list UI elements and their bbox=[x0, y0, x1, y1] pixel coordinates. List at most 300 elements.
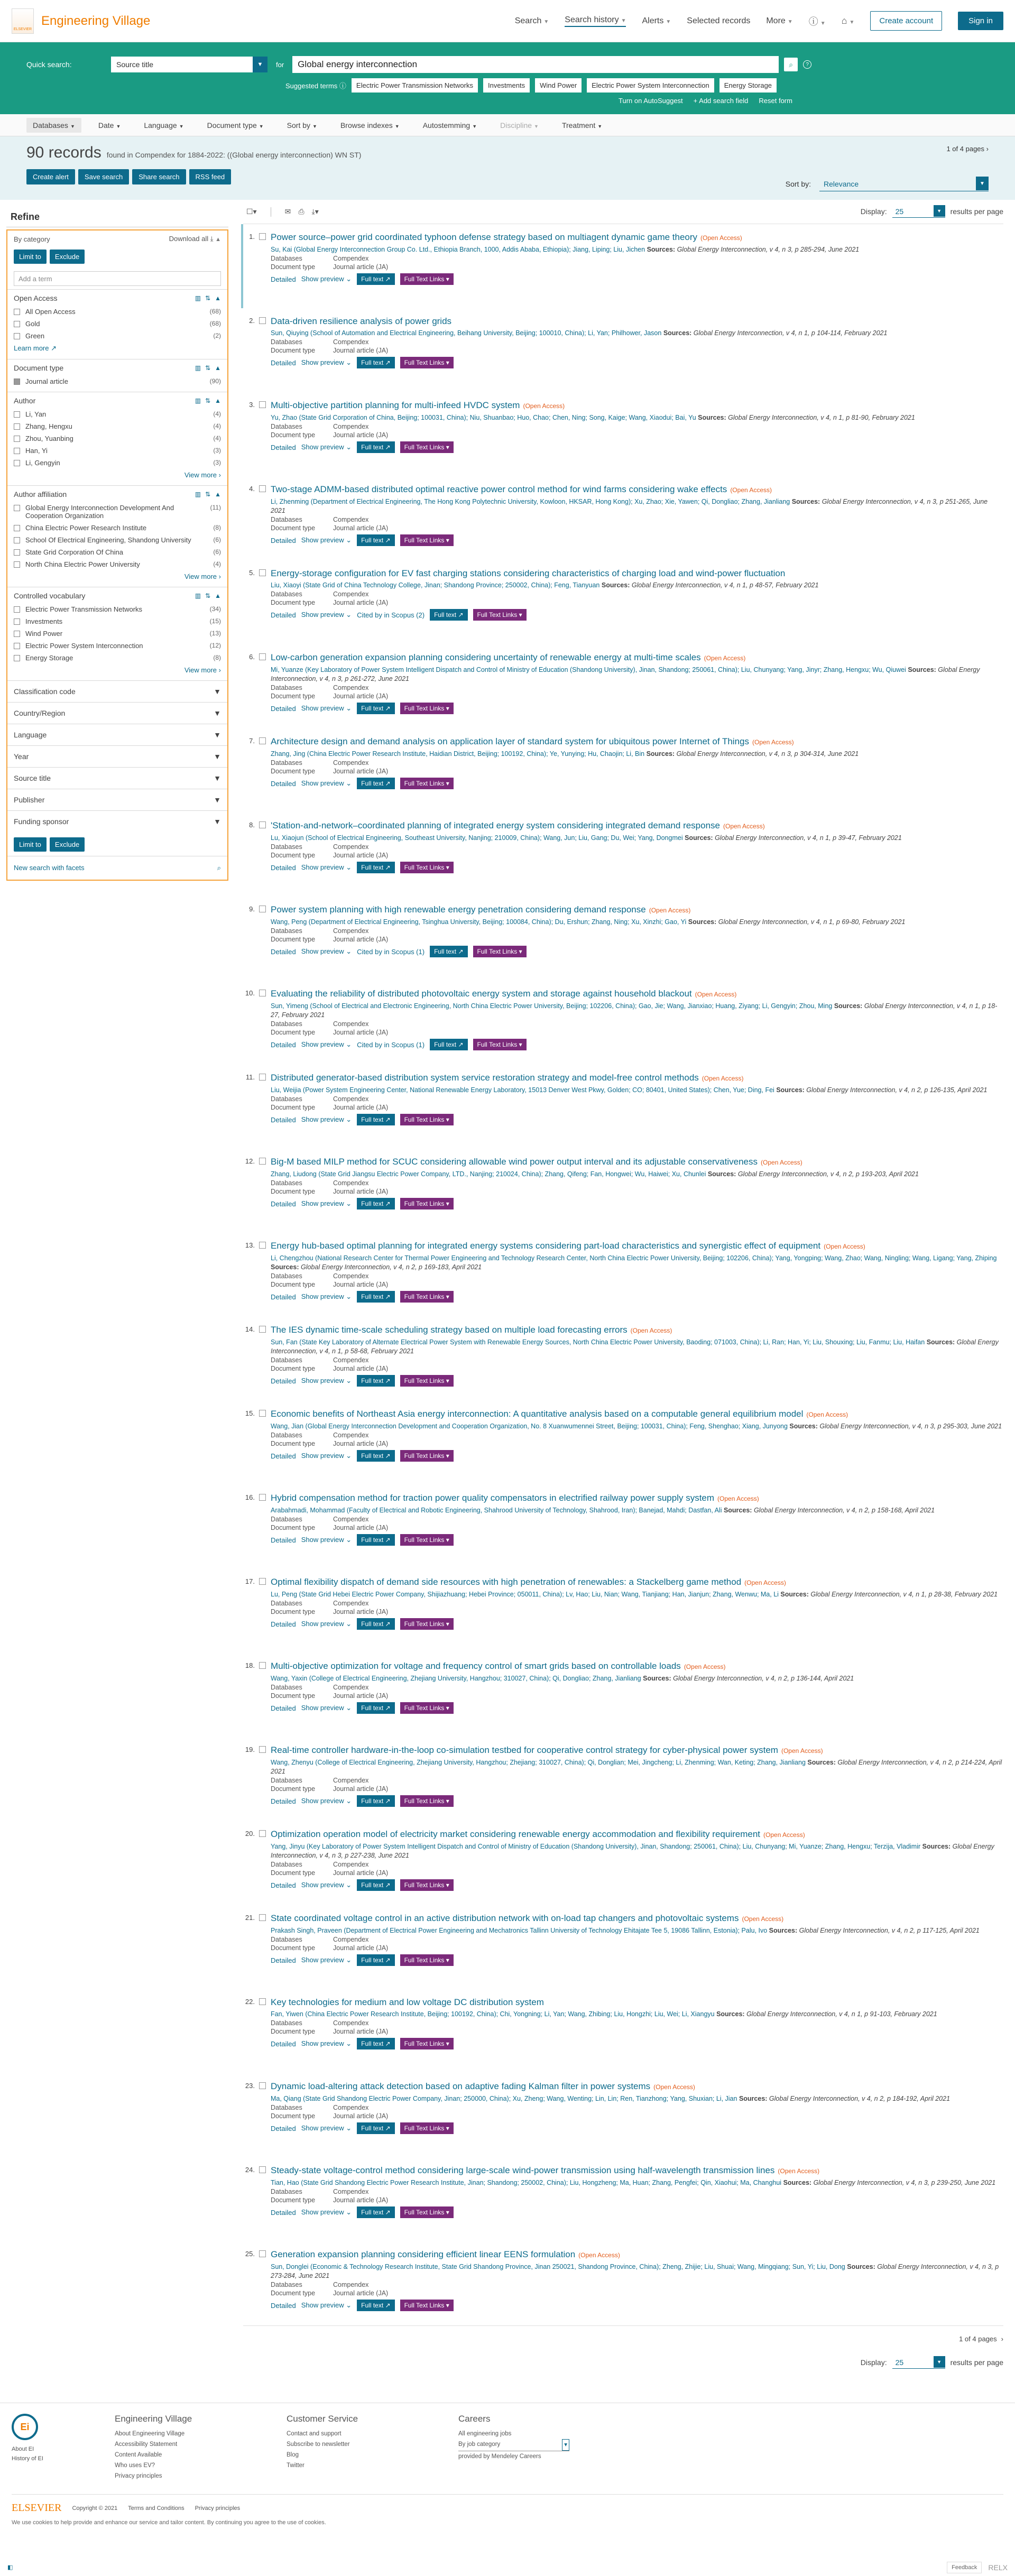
full-text-links-button[interactable] bbox=[473, 946, 527, 957]
result-title-link[interactable]: Key technologies for medium and low voltage DC distribution system bbox=[271, 1997, 544, 2007]
detailed-link[interactable]: Detailed bbox=[271, 1797, 296, 1805]
nav-alerts[interactable] bbox=[642, 16, 671, 26]
feedback-button[interactable]: Feedback bbox=[947, 2562, 982, 2573]
result-title-link[interactable]: 'Station-and-network–coordinated planning of integrated energy system considering integrated demand response bbox=[271, 820, 720, 830]
show-preview-link[interactable] bbox=[301, 2301, 352, 2310]
footer-link[interactable]: About Engineering Village bbox=[115, 2431, 185, 2437]
facet-item[interactable] bbox=[14, 420, 221, 432]
show-preview-link[interactable] bbox=[301, 358, 352, 367]
full-text-button[interactable] bbox=[357, 1618, 394, 1630]
terms-link[interactable]: Terms and Conditions bbox=[128, 2505, 184, 2512]
facet-funding-sponsor[interactable] bbox=[7, 810, 227, 832]
filter-language[interactable] bbox=[137, 118, 190, 133]
result-authors[interactable]: Tian, Hao (State Grid Shandong Electric Power Research Institute, Jinan; Shandong; 250002, China); Liu, Hongzheng; Ma, Huan; Zhang, Pengfei; Qin, Xiaohui; Ma, Changhui bbox=[271, 2179, 782, 2186]
limit-to-button[interactable]: Limit to bbox=[14, 250, 47, 264]
detailed-link[interactable]: Detailed bbox=[271, 358, 296, 367]
result-title-link[interactable]: Power system planning with high renewable energy penetration considering demand response bbox=[271, 904, 646, 915]
show-preview-link[interactable] bbox=[301, 1377, 352, 1385]
detailed-link[interactable]: Detailed bbox=[271, 1377, 296, 1385]
full-text-links-button[interactable] bbox=[400, 778, 454, 789]
detailed-link[interactable]: Detailed bbox=[271, 1536, 296, 1544]
add-search-field-link[interactable]: + Add search field bbox=[693, 97, 749, 105]
checkbox[interactable] bbox=[14, 423, 20, 430]
detailed-link[interactable]: Detailed bbox=[271, 2301, 296, 2310]
result-authors[interactable]: Yu, Zhao (State Grid Corporation of China, Beijing; 100031, China); Niu, Shuanbao; Huo, Chao; Chen, Ning; Song, Kaige; Wang, Xiaodui; Bai, Yu bbox=[271, 414, 696, 421]
chevron-up-icon[interactable]: ▲ bbox=[215, 397, 221, 404]
filter-document-type[interactable] bbox=[201, 118, 270, 133]
detailed-link[interactable]: Detailed bbox=[271, 2208, 296, 2217]
result-authors[interactable]: Liu, Xiaoyi (State Grid of China Technology College, Jinan; Shandong Province; 250002, China); Feng, Tianyuan bbox=[271, 581, 600, 589]
show-preview-link[interactable] bbox=[301, 536, 352, 544]
full-text-links-button[interactable] bbox=[400, 1114, 454, 1125]
suggested-term[interactable]: Wind Power bbox=[535, 78, 582, 93]
question-circle-icon[interactable]: ⓘ ▼ bbox=[808, 16, 826, 27]
detailed-link[interactable]: Detailed bbox=[271, 443, 296, 451]
full-text-button[interactable] bbox=[357, 1795, 394, 1807]
facet-item[interactable] bbox=[14, 318, 221, 330]
search-input[interactable]: Global energy interconnection bbox=[292, 56, 779, 73]
result-authors[interactable]: Lu, Peng (State Grid Hebei Electric Power Company, Shijiazhuang; Hebei Province; 050011, China); Lv, Hao; Liu, Nian; Wang, Tianjiang; Han, Jianjun; Zhang, Wenwu; Ma, Li bbox=[271, 1591, 779, 1598]
help-icon[interactable]: ? bbox=[803, 60, 811, 69]
footer-link[interactable]: Twitter bbox=[287, 2462, 304, 2469]
facet-item[interactable] bbox=[14, 652, 221, 664]
full-text-button[interactable] bbox=[357, 1879, 394, 1891]
facet-item[interactable] bbox=[14, 615, 221, 627]
add-term-input[interactable]: Add a term bbox=[14, 271, 221, 286]
view-more-link[interactable] bbox=[14, 664, 221, 676]
full-text-links-button[interactable] bbox=[400, 357, 454, 368]
full-text-links-button[interactable] bbox=[400, 2122, 454, 2134]
view-more-link[interactable] bbox=[14, 469, 221, 481]
suggested-term[interactable]: Electric Power System Interconnection bbox=[587, 78, 714, 93]
checkbox[interactable] bbox=[14, 436, 20, 442]
result-authors[interactable]: Sun, Donglei (Economic & Technology Research Institute, State Grid Shandong Province, Jinan 250021, Shandong Province, China); Zheng, Zhijie; Liu, Shuai; Wang, Mingqiang; Sun, Yi; Liu, Dong bbox=[271, 2263, 845, 2270]
nav-selected-records[interactable]: Selected records bbox=[687, 16, 751, 25]
show-preview-link[interactable] bbox=[301, 1199, 352, 1208]
result-authors[interactable]: Fan, Yiwen (China Electric Power Research Institute, Beijing; 100192, China); Chi, Yongning; Li, Yan; Wang, Zhibing; Liu, Hongzhi; Liu, Wei; Li, Xiangyu bbox=[271, 2010, 715, 2018]
full-text-button[interactable] bbox=[357, 1534, 394, 1546]
result-authors[interactable]: Sun, Fan (State Key Laboratory of Alternate Electrical Power System with Renewable Energy Sources, North China Electric Power University, Baoding; 071003, China); Li, Ran; Han, Yi; Liu, Shouxing; Liu, Fanmu; Liu, Haifan bbox=[271, 1338, 925, 1346]
result-authors[interactable]: Zhang, Jing (China Electric Power Research Institute, Haidian District, Beijing; 100192, China); Ye, Yunying; Hu, Chaojin; Li, Bin bbox=[271, 750, 645, 758]
full-text-button[interactable] bbox=[357, 703, 394, 714]
full-text-button[interactable] bbox=[357, 273, 394, 285]
full-text-links-button[interactable] bbox=[400, 2038, 454, 2049]
sort-icon[interactable]: ⇅ bbox=[205, 397, 211, 404]
facet-item[interactable] bbox=[14, 445, 221, 457]
full-text-links-button[interactable] bbox=[473, 609, 527, 621]
result-checkbox[interactable] bbox=[259, 1074, 266, 1081]
download-icon[interactable]: ⤓▾ bbox=[311, 207, 319, 216]
create-alert-button[interactable]: Create alert bbox=[26, 169, 75, 184]
result-checkbox[interactable] bbox=[259, 569, 266, 576]
full-text-button[interactable] bbox=[357, 1198, 394, 1209]
result-title-link[interactable]: Multi-objective partition planning for multi-infeed HVDC system bbox=[271, 400, 520, 410]
facet-item[interactable] bbox=[14, 603, 221, 615]
result-checkbox[interactable] bbox=[259, 1998, 266, 2005]
full-text-button[interactable] bbox=[357, 1450, 394, 1462]
reset-form-link[interactable]: Reset form bbox=[759, 97, 792, 105]
full-text-links-button[interactable] bbox=[400, 273, 454, 285]
result-checkbox[interactable] bbox=[259, 1326, 266, 1333]
cited-by-scopus-link[interactable]: Cited by in Scopus (1) bbox=[357, 947, 425, 956]
search-field-select[interactable] bbox=[111, 57, 267, 72]
show-preview-link[interactable] bbox=[301, 779, 352, 788]
facet-item[interactable] bbox=[14, 558, 221, 570]
result-checkbox[interactable] bbox=[259, 1158, 266, 1165]
facet-item[interactable] bbox=[14, 375, 221, 387]
checkbox[interactable] bbox=[14, 321, 20, 327]
sort-icon[interactable]: ⇅ bbox=[205, 364, 211, 372]
result-title-link[interactable]: Big-M based MILP method for SCUC considering allowable wind power output interval and its adjustable conservativeness bbox=[271, 1157, 758, 1167]
full-text-links-button[interactable] bbox=[400, 1375, 454, 1387]
show-preview-link[interactable] bbox=[301, 1797, 352, 1805]
filter-browse-indexes[interactable] bbox=[334, 118, 406, 133]
footer-link[interactable]: All engineering jobs bbox=[458, 2431, 512, 2437]
sign-in-button[interactable]: Sign in bbox=[958, 12, 1003, 30]
facet-year[interactable] bbox=[7, 745, 227, 767]
detailed-link[interactable]: Detailed bbox=[271, 947, 296, 956]
result-title-link[interactable]: Energy hub-based optimal planning for integrated energy systems considering part-load characteristics and synergistic effect of equipment bbox=[271, 1241, 821, 1251]
result-title-link[interactable]: Optimal flexibility dispatch of demand side resources with high penetration of renewables: a Stackelberg game method bbox=[271, 1577, 742, 1587]
select-all-checkbox[interactable]: ☐▾ bbox=[246, 207, 257, 216]
full-text-button[interactable] bbox=[357, 534, 394, 546]
footer-link[interactable]: Content Available bbox=[115, 2452, 162, 2458]
filter-sort-by[interactable] bbox=[281, 118, 324, 133]
full-text-links-button[interactable] bbox=[400, 2206, 454, 2218]
show-preview-link[interactable] bbox=[301, 1881, 352, 1889]
full-text-links-button[interactable] bbox=[400, 534, 454, 546]
facet-item[interactable] bbox=[14, 534, 221, 546]
detailed-link[interactable]: Detailed bbox=[271, 1115, 296, 1124]
result-title-link[interactable]: Economic benefits of Northeast Asia energy interconnection: A quantitative analysis based on a computable general equilibrium model bbox=[271, 1409, 804, 1419]
result-checkbox[interactable] bbox=[259, 1746, 266, 1753]
checkbox[interactable] bbox=[14, 460, 20, 466]
bar-chart-icon[interactable]: ▥ bbox=[195, 397, 201, 404]
by-category-label[interactable]: By category bbox=[14, 235, 50, 243]
checkbox[interactable] bbox=[14, 549, 20, 556]
result-title-link[interactable]: Multi-objective optimization for voltage and frequency control of smart grids based on controllable loads bbox=[271, 1661, 681, 1671]
full-text-button[interactable] bbox=[357, 1375, 394, 1387]
show-preview-link[interactable] bbox=[301, 704, 352, 713]
full-text-links-button[interactable] bbox=[473, 1039, 527, 1050]
show-preview-link[interactable] bbox=[301, 2039, 352, 2048]
result-title-link[interactable]: Distributed generator-based distribution system service restoration strategy and model-free control methods bbox=[271, 1073, 699, 1083]
logo[interactable] bbox=[12, 8, 150, 34]
checkbox[interactable] bbox=[14, 655, 20, 661]
bar-chart-icon[interactable]: ▥ bbox=[195, 294, 201, 302]
full-text-links-button[interactable] bbox=[400, 1291, 454, 1303]
facet-item[interactable] bbox=[14, 432, 221, 445]
filter-autostemming[interactable] bbox=[417, 118, 483, 133]
full-text-links-button[interactable] bbox=[400, 1879, 454, 1891]
full-text-button[interactable] bbox=[430, 609, 467, 621]
print-icon[interactable]: ⎙ bbox=[298, 207, 304, 216]
create-account-button[interactable]: Create account bbox=[870, 11, 942, 31]
search-icon[interactable]: ⌕ bbox=[784, 58, 798, 71]
result-checkbox[interactable] bbox=[259, 2250, 266, 2257]
checkbox[interactable] bbox=[14, 561, 20, 568]
show-preview-link[interactable] bbox=[301, 1040, 352, 1049]
checkbox[interactable] bbox=[14, 505, 20, 511]
detailed-link[interactable]: Detailed bbox=[271, 2124, 296, 2132]
show-preview-link[interactable] bbox=[301, 611, 352, 619]
full-text-button[interactable] bbox=[357, 357, 394, 368]
filter-date[interactable] bbox=[92, 118, 127, 133]
full-text-links-button[interactable] bbox=[400, 1618, 454, 1630]
result-checkbox[interactable] bbox=[259, 653, 266, 660]
facet-classification-code[interactable] bbox=[7, 680, 227, 702]
result-authors[interactable]: Ma, Qiang (State Grid Shandong Electric Power Company, Jinan; 250000, China); Xu, Zheng; Wang, Wenting; Lin, Lin; Ren, Tianzhong; Yang, Shuxian; Li, Jian bbox=[271, 2095, 737, 2102]
nav-more[interactable] bbox=[766, 16, 792, 26]
result-authors[interactable]: Wang, Peng (Department of Electrical Engineering, Tsinghua University, Beijing; 100084, China); Du, Ershun; Zhang, Ning; Xu, Xinzhi; Gao, Yi bbox=[271, 918, 687, 926]
result-authors[interactable]: Arabahmadi, Mohammad (Faculty of Electrical and Robotic Engineering, Shahrood University of Technology, Shahrood, Iran); Banejad, Mahdi; Dastfan, Ali bbox=[271, 1507, 722, 1514]
detailed-link[interactable]: Detailed bbox=[271, 2039, 296, 2048]
chevron-right-icon[interactable]: › bbox=[1001, 2335, 1003, 2343]
result-checkbox[interactable] bbox=[259, 485, 266, 492]
bar-chart-icon[interactable]: ▥ bbox=[195, 491, 201, 498]
detailed-link[interactable]: Detailed bbox=[271, 1292, 296, 1301]
result-title-link[interactable]: The IES dynamic time-scale scheduling strategy based on multiple load forecasting errors bbox=[271, 1325, 628, 1335]
full-text-button[interactable] bbox=[357, 778, 394, 789]
results-per-page-select[interactable] bbox=[892, 205, 945, 218]
result-checkbox[interactable] bbox=[259, 401, 266, 408]
exclude-button[interactable]: Exclude bbox=[50, 250, 85, 264]
result-title-link[interactable]: Optimization operation model of electricity market considering renewable energy accommodation and flexibility requirement bbox=[271, 1829, 761, 1839]
footer-link[interactable]: About EI bbox=[12, 2446, 34, 2452]
detailed-link[interactable]: Detailed bbox=[271, 275, 296, 283]
checkbox[interactable] bbox=[14, 525, 20, 531]
footer-link[interactable]: Accessibility Statement bbox=[115, 2441, 178, 2448]
filter-databases[interactable] bbox=[26, 118, 81, 133]
result-title-link[interactable]: Steady-state voltage-control method considering large-scale wind-power transmission using half-wavelength transmission lines bbox=[271, 2165, 775, 2175]
footer-link[interactable]: Blog bbox=[287, 2452, 299, 2458]
exclude-button-bottom[interactable]: Exclude bbox=[50, 837, 85, 852]
facet-country-region[interactable] bbox=[7, 702, 227, 724]
save-search-button[interactable]: Save search bbox=[78, 169, 129, 184]
result-checkbox[interactable] bbox=[259, 1410, 266, 1417]
checkbox[interactable] bbox=[14, 643, 20, 649]
share-search-button[interactable]: Share search bbox=[132, 169, 186, 184]
full-text-links-button[interactable] bbox=[400, 1954, 454, 1966]
info-icon[interactable]: ⓘ bbox=[339, 82, 346, 90]
result-authors[interactable]: Lu, Xiaojun (School of Electrical Engineering, Southeast University, Nanjing; 210009, China); Wang, Jun; Liu, Gang; Du, Wei; Yang, Dongmei bbox=[271, 834, 683, 842]
autosuggest-toggle[interactable]: Turn on AutoSuggest bbox=[619, 97, 683, 105]
result-authors[interactable]: Mi, Yuanze (Key Laboratory of Power System Intelligent Dispatch and Control of Ministry of Education (Shandong University), Jinan, Shandong; 250061, China); Liu, Chunyang; Yang, Jinyr; Zhang, Hengxu; Wu, Qiuwei bbox=[271, 666, 906, 673]
show-preview-link[interactable] bbox=[301, 1704, 352, 1712]
full-text-button[interactable] bbox=[357, 1291, 394, 1303]
full-text-links-button[interactable] bbox=[400, 2300, 454, 2311]
result-checkbox[interactable] bbox=[259, 317, 266, 324]
show-preview-link[interactable] bbox=[301, 275, 352, 283]
result-checkbox[interactable] bbox=[259, 1242, 266, 1249]
full-text-button[interactable] bbox=[357, 2300, 394, 2311]
chevron-up-icon[interactable]: ▲ bbox=[215, 364, 221, 372]
result-checkbox[interactable] bbox=[259, 990, 266, 996]
result-checkbox[interactable] bbox=[259, 737, 266, 744]
checkbox[interactable] bbox=[14, 378, 20, 385]
detailed-link[interactable]: Detailed bbox=[271, 1040, 296, 1049]
checkbox[interactable] bbox=[14, 606, 20, 613]
suggested-term[interactable]: Investments bbox=[483, 78, 530, 93]
show-preview-link[interactable] bbox=[301, 1292, 352, 1301]
facet-item[interactable] bbox=[14, 546, 221, 558]
bar-chart-icon[interactable]: ▥ bbox=[195, 364, 201, 372]
result-authors[interactable]: Wang, Jian (Global Energy Interconnection Development and Cooperation Organization, No. 8 Xuanwumennei Street, Beijing; 100031, China); Feng, Shenghao; Xiang, Junyong bbox=[271, 1423, 788, 1430]
show-preview-link[interactable] bbox=[301, 443, 352, 451]
rss-feed-button[interactable]: RSS feed bbox=[189, 169, 232, 184]
result-title-link[interactable]: Dynamic load-altering attack detection based on adaptive fading Kalman filter in power systems bbox=[271, 2081, 651, 2091]
result-checkbox[interactable] bbox=[259, 2082, 266, 2089]
result-checkbox[interactable] bbox=[259, 1830, 266, 1837]
full-text-button[interactable] bbox=[357, 441, 394, 453]
detailed-link[interactable]: Detailed bbox=[271, 863, 296, 872]
result-checkbox[interactable] bbox=[259, 1578, 266, 1585]
facet-item[interactable] bbox=[14, 627, 221, 640]
full-text-button[interactable] bbox=[430, 946, 467, 957]
result-authors[interactable]: Prakash Singh, Praveen (Department of Electrical Power Engineering and Mechatronics Tallinn University of Technology Ehitajate Tee 5, 19086 Tallinn, Estonia); Palu, Ivo bbox=[271, 1927, 768, 1934]
result-authors[interactable]: Liu, Weijia (Power System Engineering Center, National Renewable Energy Laboratory, 15013 Denver West Pkwy, Golden; CO; 80401, United States); Chen, Yue; Ding, Fei bbox=[271, 1086, 774, 1094]
bar-chart-icon[interactable]: ▥ bbox=[195, 592, 201, 599]
result-authors[interactable]: Su, Kai (Global Energy Interconnection Group Co. Ltd., Ethiopia Branch, 1000, Addis Ababa, Ethiopia); Jiang, Liping; Liu, Jichen bbox=[271, 246, 645, 253]
result-title-link[interactable]: Power source–power grid coordinated typhoon defense strategy based on multiagent dynamic game theory bbox=[271, 232, 698, 242]
checkbox[interactable] bbox=[14, 333, 20, 339]
full-text-links-button[interactable] bbox=[400, 1198, 454, 1209]
checkbox[interactable] bbox=[14, 411, 20, 418]
full-text-links-button[interactable] bbox=[400, 862, 454, 873]
cited-by-scopus-link[interactable]: Cited by in Scopus (2) bbox=[357, 611, 425, 619]
institution-icon[interactable]: ⌂ ▼ bbox=[841, 15, 855, 26]
full-text-links-button[interactable] bbox=[400, 1534, 454, 1546]
detailed-link[interactable]: Detailed bbox=[271, 1704, 296, 1712]
sort-icon[interactable]: ⇅ bbox=[205, 592, 211, 599]
result-checkbox[interactable] bbox=[259, 1914, 266, 1921]
result-title-link[interactable]: Architecture design and demand analysis on application layer of standard system for ubiquitous power Internet of Things bbox=[271, 736, 749, 746]
detailed-link[interactable]: Detailed bbox=[271, 1620, 296, 1628]
view-more-link[interactable] bbox=[14, 570, 221, 583]
result-title-link[interactable]: Hybrid compensation method for traction power quality compensators in electrified railway power supply system bbox=[271, 1493, 715, 1503]
detailed-link[interactable]: Detailed bbox=[271, 779, 296, 788]
show-preview-link[interactable] bbox=[301, 1115, 352, 1124]
full-text-button[interactable] bbox=[357, 1954, 394, 1966]
chevron-up-icon[interactable]: ▲ bbox=[215, 592, 221, 599]
sort-select[interactable] bbox=[819, 177, 989, 191]
full-text-links-button[interactable] bbox=[400, 441, 454, 453]
result-checkbox[interactable] bbox=[259, 906, 266, 912]
email-icon[interactable]: ✉ bbox=[284, 207, 291, 216]
result-title-link[interactable]: State coordinated voltage control in an active distribution network with on-load tap changers and photovoltaic systems bbox=[271, 1913, 739, 1923]
show-preview-link[interactable] bbox=[301, 947, 352, 956]
facet-language[interactable] bbox=[7, 724, 227, 745]
footer-link[interactable]: Who uses EV? bbox=[115, 2462, 155, 2469]
full-text-links-button[interactable] bbox=[400, 703, 454, 714]
result-authors[interactable]: Li, Chengzhou (National Research Center for Thermal Power Engineering and Technology Research Center, North China Electric Power University, Beijing; 102206, China); Yang, Yongping; Wang, Zhao; Wang, Ningling; Wang, Ligang; Yang, Zhiping bbox=[271, 1254, 997, 1262]
result-checkbox[interactable] bbox=[259, 233, 266, 240]
full-text-button[interactable] bbox=[357, 862, 394, 873]
result-authors[interactable]: Sun, Qiuying (School of Automation and Electrical Engineering, Beihang University, Beijing; 100010, China); Li, Yan; Philhower, Jason bbox=[271, 329, 662, 337]
full-text-button[interactable] bbox=[357, 1114, 394, 1125]
result-title-link[interactable]: Generation expansion planning considering efficient linear EENS formulation bbox=[271, 2249, 576, 2259]
result-title-link[interactable]: Two-stage ADMM-based distributed optimal reactive power control method for wind farms considering wake effects bbox=[271, 484, 727, 494]
facet-item[interactable] bbox=[14, 522, 221, 534]
results-per-page-select-bottom[interactable] bbox=[892, 2356, 945, 2369]
full-text-button[interactable] bbox=[357, 2206, 394, 2218]
filter-treatment[interactable] bbox=[556, 118, 608, 133]
full-text-links-button[interactable] bbox=[400, 1795, 454, 1807]
detailed-link[interactable]: Detailed bbox=[271, 536, 296, 544]
nav-search-history[interactable] bbox=[565, 15, 626, 27]
chevron-up-icon[interactable]: ▲ bbox=[215, 294, 221, 302]
facet-item[interactable] bbox=[14, 502, 221, 522]
suggested-term[interactable]: Energy Storage bbox=[719, 78, 777, 93]
checkbox[interactable] bbox=[14, 631, 20, 637]
full-text-button[interactable] bbox=[430, 1039, 467, 1050]
footer-link[interactable]: Subscribe to newsletter bbox=[287, 2441, 350, 2448]
show-preview-link[interactable] bbox=[301, 863, 352, 872]
full-text-button[interactable] bbox=[357, 1702, 394, 1714]
footer-link[interactable]: History of EI bbox=[12, 2455, 43, 2462]
result-authors[interactable]: Sun, Yimeng (School of Electrical and Electronic Engineering, North China Electric Power University, Beijing; 102206, China); Gao, Jie; Wang, Jianxiao; Huang, Ziyang; Li, Gengyin; Zhou, Ming bbox=[271, 1002, 833, 1010]
checkbox[interactable] bbox=[14, 309, 20, 315]
result-authors[interactable]: Wang, Yaxin (College of Electrical Engineering, Zhejiang University, Hangzhou; 310027, China); Qi, Dongliao; Zhang, Jianliang bbox=[271, 1675, 641, 1682]
result-title-link[interactable]: Real-time controller hardware-in-the-loop co-simulation testbed for cooperative control strategy for cyber-physical power system bbox=[271, 1745, 778, 1755]
show-preview-link[interactable] bbox=[301, 1452, 352, 1460]
cited-by-scopus-link[interactable]: Cited by in Scopus (1) bbox=[357, 1040, 425, 1049]
chevron-up-icon[interactable]: ▲ bbox=[215, 491, 221, 498]
result-authors[interactable]: Yang, Jinyu (Key Laboratory of Power System Intelligent Dispatch and Control of Ministry of Education (Shandong University), Jinan, Shandong; 250061, China); Liu, Chunyang; Mi, Yuanze; Zhang, Hengxu; Terzija, Vladimir bbox=[271, 1843, 921, 1850]
facet-source-title[interactable] bbox=[7, 767, 227, 789]
privacy-link[interactable]: Privacy principles bbox=[195, 2505, 241, 2512]
result-authors[interactable]: Wang, Zhenyu (College of Electrical Engineering, Zhejiang University, Hangzhou; Zhejiang; 310027, China); Qi, Donglian; Mei, Jingcheng; Li, Zhenming; Wan, Keting; Zhang, Jianliang bbox=[271, 1759, 806, 1766]
checkbox[interactable] bbox=[14, 448, 20, 454]
result-checkbox[interactable] bbox=[259, 1662, 266, 1669]
result-checkbox[interactable] bbox=[259, 2166, 266, 2173]
learn-more-link[interactable] bbox=[14, 342, 221, 355]
elsevier-logo[interactable]: ELSEVIER bbox=[12, 2502, 62, 2514]
result-title-link[interactable]: Evaluating the reliability of distributed photovoltaic energy system and storage against household blackout bbox=[271, 989, 692, 999]
result-checkbox[interactable] bbox=[259, 821, 266, 828]
checkbox[interactable] bbox=[14, 618, 20, 625]
nav-search[interactable] bbox=[515, 16, 549, 26]
facet-publisher[interactable] bbox=[7, 789, 227, 810]
sort-icon[interactable]: ⇅ bbox=[205, 294, 211, 302]
full-text-button[interactable] bbox=[357, 2038, 394, 2049]
show-preview-link[interactable] bbox=[301, 2124, 352, 2132]
show-preview-link[interactable] bbox=[301, 1620, 352, 1628]
sort-icon[interactable]: ⇅ bbox=[205, 491, 211, 498]
detailed-link[interactable]: Detailed bbox=[271, 1956, 296, 1964]
job-category-select[interactable] bbox=[458, 2439, 569, 2451]
result-title-link[interactable]: Low-carbon generation expansion planning considering uncertainty of renewable energy at multi-time scales bbox=[271, 652, 701, 662]
detailed-link[interactable]: Detailed bbox=[271, 1452, 296, 1460]
result-title-link[interactable]: Data-driven resilience analysis of power grids bbox=[271, 316, 452, 326]
full-text-button[interactable] bbox=[357, 2122, 394, 2134]
detailed-link[interactable]: Detailed bbox=[271, 704, 296, 713]
detailed-link[interactable]: Detailed bbox=[271, 1881, 296, 1889]
new-search-with-facets[interactable] bbox=[7, 856, 227, 880]
result-authors[interactable]: Li, Zhenming (Department of Electrical Engineering, The Hong Kong Polytechnic University, Kowloon, HKSAR, Hong Kong); Xu, Zhao; Xie, Yawen; Qi, Dongliao; Zhang, Jianliang bbox=[271, 498, 790, 505]
footer-link[interactable]: Contact and support bbox=[287, 2431, 342, 2437]
facet-item[interactable] bbox=[14, 330, 221, 342]
footer-link[interactable]: Privacy principles bbox=[115, 2473, 162, 2479]
download-all[interactable] bbox=[169, 235, 221, 243]
show-preview-link[interactable] bbox=[301, 1536, 352, 1544]
full-text-links-button[interactable] bbox=[400, 1450, 454, 1462]
facet-item[interactable] bbox=[14, 640, 221, 652]
limit-to-button-bottom[interactable]: Limit to bbox=[14, 837, 47, 852]
chevron-right-icon[interactable]: › bbox=[986, 145, 989, 153]
result-authors[interactable]: Zhang, Liudong (State Grid Jiangsu Electric Power Company, LTD., Nanjing; 210024, China); Zhang, Qifeng; Fan, Hongwei; Wu, Haiwei; Xu, Chunlei bbox=[271, 1170, 706, 1178]
show-preview-link[interactable] bbox=[301, 1956, 352, 1964]
